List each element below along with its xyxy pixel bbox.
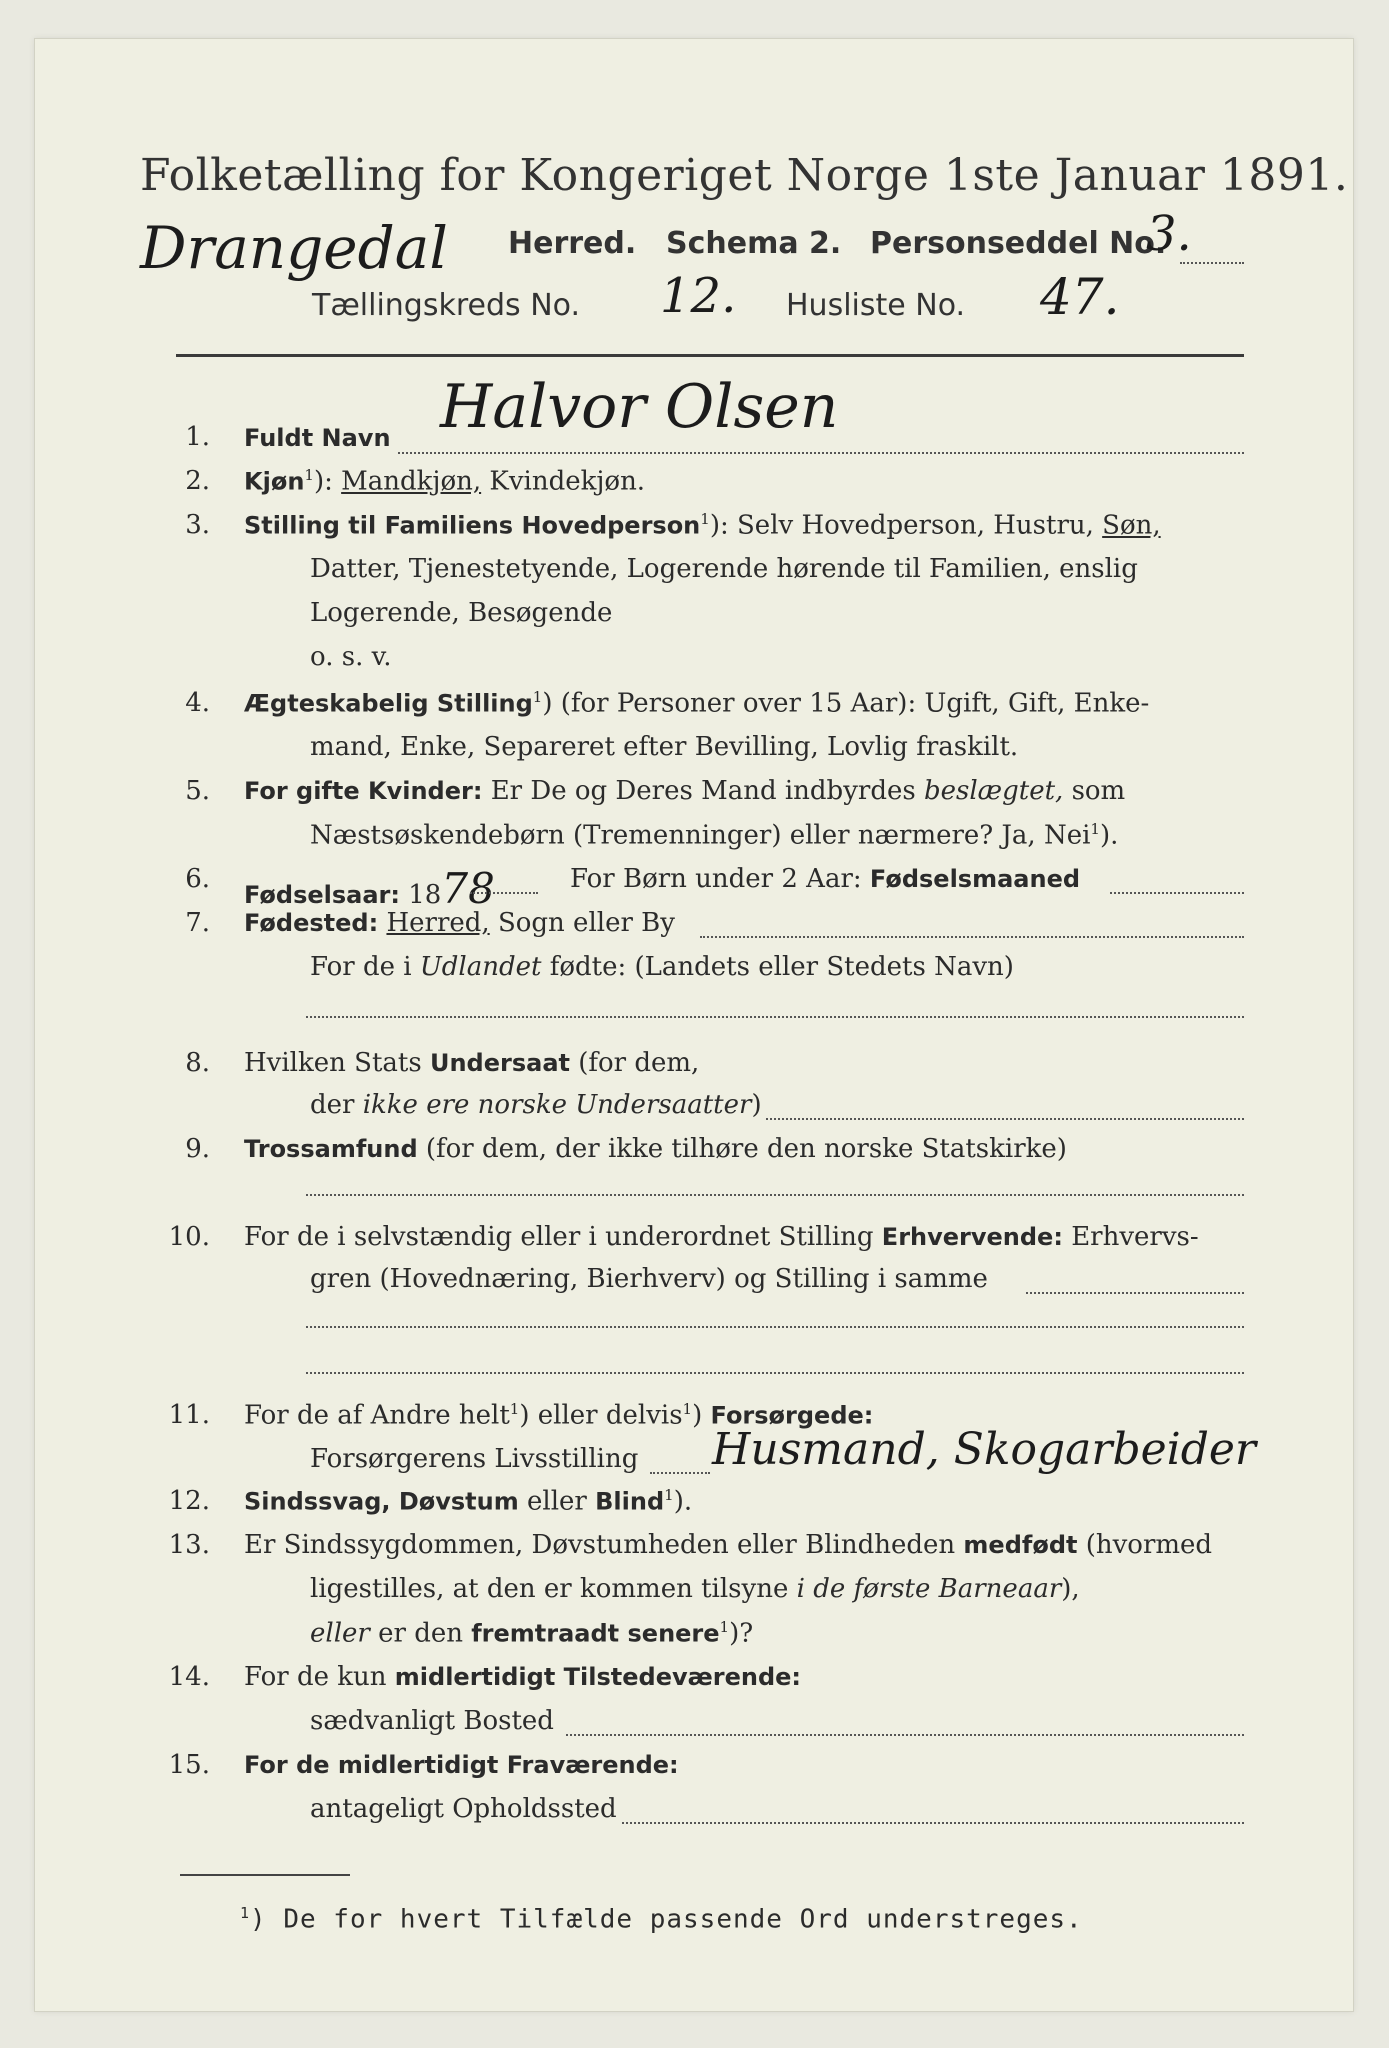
q13-l3-mid: er den xyxy=(378,1618,463,1649)
q14-number: 14. xyxy=(168,1662,210,1692)
q8-line1 xyxy=(244,1048,699,1078)
q5-end: som xyxy=(1071,776,1126,806)
footnote-sup: 1 xyxy=(240,1904,251,1922)
q7-label: Fødested: xyxy=(244,909,379,937)
q1-label: Fuldt Navn xyxy=(244,424,391,452)
q15-line1 xyxy=(244,1750,679,1780)
herred-handwritten: Drangedal xyxy=(140,214,448,282)
q6-year-value: 78 xyxy=(441,864,495,913)
q9-label: Trossamfund xyxy=(244,1135,418,1163)
q4-label: Ægteskabelig Stilling xyxy=(244,689,533,718)
q14-label: midlertidigt Tilstedeværende: xyxy=(394,1663,802,1691)
q11-line2: Forsørgerens Livsstilling xyxy=(310,1444,639,1474)
q6-month-dots xyxy=(1110,892,1244,894)
personseddel-label: Personseddel No. xyxy=(870,226,1167,261)
q6-line xyxy=(244,864,495,913)
q7-l2-end: fødte: (Landets eller Stedets Navn) xyxy=(549,952,1014,982)
q2-number: 2. xyxy=(185,466,210,496)
q13-l3-bold: fremtraadt senere xyxy=(471,1619,720,1648)
q10-dots2 xyxy=(306,1326,1244,1328)
q15-number: 15. xyxy=(168,1750,210,1780)
q3-line3: Logerende, Besøgende xyxy=(310,598,613,628)
q3-line4: o. s. v. xyxy=(310,642,392,672)
q8-pre: Hvilken Stats xyxy=(244,1048,422,1078)
q11-livsstilling-value: Husmand, Skogarbeider xyxy=(712,1424,1256,1475)
q13-pre: Er Sindssygdommen, Døvstumheden eller Blindheden xyxy=(244,1530,956,1560)
census-form-sheet xyxy=(34,38,1354,2012)
q12-mid: eller xyxy=(527,1486,587,1517)
q6-rest: For Børn under 2 Aar: xyxy=(570,864,862,894)
q6-number: 6. xyxy=(185,864,210,894)
q8-line2 xyxy=(310,1090,762,1120)
q4-options: ) (for Personer over 15 Aar): Ugift, Gift, Enke- xyxy=(542,688,1150,719)
q8-rest: (for dem, xyxy=(578,1048,700,1078)
q4-line1 xyxy=(244,688,1149,719)
q4-line2: mand, Enke, Separeret efter Bevilling, Lovlig fraskilt. xyxy=(310,732,1019,762)
header-rule xyxy=(176,354,1244,357)
q8-l2-pre: der xyxy=(310,1090,355,1120)
q2-option-kvindekjon: Kvindekjøn. xyxy=(489,466,646,497)
kreds-label: Tællingskreds No. xyxy=(312,288,580,323)
q10-rest: Erhvervs- xyxy=(1071,1222,1199,1252)
q10-dots3 xyxy=(306,1372,1244,1374)
q10-dots1 xyxy=(1026,1292,1244,1294)
q5-number: 5. xyxy=(185,776,210,806)
q5-label: gifte Kvinder: xyxy=(296,777,483,805)
q15-pre: For de xyxy=(244,1751,330,1779)
q8-label: Undersaat xyxy=(429,1049,570,1077)
q12-end: ). xyxy=(673,1486,693,1517)
q13-rest: (hvormed xyxy=(1085,1530,1213,1560)
husliste-label: Husliste No. xyxy=(786,288,966,323)
q5-line2 xyxy=(310,820,1118,851)
q11-mid2: ) xyxy=(692,1400,703,1431)
personseddel-dots xyxy=(1180,262,1244,264)
q10-label: Erhvervende: xyxy=(881,1223,1063,1251)
q7-number: 7. xyxy=(185,908,210,938)
q8-l2-italic: ikke ere norske Undersaatter xyxy=(362,1090,752,1120)
q1-dots xyxy=(398,452,1244,454)
q5-italic: beslægtet, xyxy=(923,776,1064,806)
schema-label: Schema 2. xyxy=(666,226,842,261)
q13-l2-italic: i de første Barneaar xyxy=(796,1574,1062,1604)
q1-name-value: Halvor Olsen xyxy=(440,372,839,442)
q7-rest: Sogn eller By xyxy=(497,908,675,938)
q5-pre: For xyxy=(244,777,288,805)
q7-l2-pre: For de i xyxy=(310,952,412,982)
q7-option-herred: Herred, xyxy=(386,908,490,938)
q6-year-prefix: 18 xyxy=(408,880,442,910)
q3-number: 3. xyxy=(185,510,210,540)
q9-dots xyxy=(306,1194,1244,1196)
q9-rest: (for dem, der ikke tilhøre den norske Statskirke) xyxy=(425,1134,1067,1164)
q14-line2: sædvanligt Bosted xyxy=(310,1706,554,1736)
q13-l3-sup: 1 xyxy=(719,1618,730,1636)
q13-line2 xyxy=(310,1574,1080,1604)
q1-number: 1. xyxy=(185,422,210,452)
q11-sup: 1 xyxy=(509,1400,520,1418)
herred-label: Herred. xyxy=(508,226,637,261)
q13-number: 13. xyxy=(168,1530,210,1560)
footnote xyxy=(240,1904,1083,1935)
q13-l2-end: ), xyxy=(1061,1574,1080,1604)
q2-label: Kjøn xyxy=(244,467,305,496)
q13-line3 xyxy=(310,1618,753,1649)
q5-line2-text: Næstsøskendebørn (Tremenninger) eller nærmere? Ja, Nei xyxy=(310,820,1091,851)
kreds-value: 12. xyxy=(660,268,737,324)
footnote-text: ) De for hvert Tilfælde passende Ord understreges. xyxy=(250,1904,1083,1935)
footnote-rule xyxy=(180,1874,350,1876)
q5-line2-sup: 1 xyxy=(1090,820,1100,838)
q12-line xyxy=(244,1486,692,1517)
q14-dots xyxy=(566,1734,1244,1736)
q7-line1 xyxy=(244,908,675,938)
q11-number: 11. xyxy=(168,1400,210,1430)
q15-line2: antageligt Opholdssted xyxy=(310,1794,617,1824)
q12-label2: Blind xyxy=(595,1487,665,1516)
q4-sup: 1 xyxy=(532,688,543,706)
q13-label: medfødt xyxy=(963,1531,1078,1559)
q11-sup2: 1 xyxy=(682,1400,693,1418)
q9-line xyxy=(244,1134,1067,1164)
q5-line1 xyxy=(244,776,1125,806)
husliste-value: 47. xyxy=(1040,268,1120,326)
q3-sup: 1 xyxy=(700,510,710,528)
q10-pre: For de i selvstændig eller i underordnet Stilling xyxy=(244,1222,874,1252)
q7-dots1 xyxy=(700,936,1244,938)
q10-number: 10. xyxy=(168,1222,210,1252)
q3-option-son: Søn, xyxy=(1102,510,1161,541)
q3-label: Stilling til Familiens Hovedperson xyxy=(244,511,701,540)
q12-number: 12. xyxy=(168,1486,210,1516)
q6-rest-bold: Fødselsmaaned xyxy=(869,865,1081,893)
q6-rest-line xyxy=(570,864,1080,894)
q15-dots xyxy=(622,1822,1244,1824)
q15-label: midlertidigt Fraværende: xyxy=(337,1751,679,1779)
q12-sup: 1 xyxy=(664,1486,674,1504)
personseddel-value: 3. xyxy=(1146,206,1192,262)
form-title: Folketælling for Kongeriget Norge 1ste Januar 1891. xyxy=(140,150,1349,201)
q13-l3-end: )? xyxy=(729,1618,754,1649)
q2-line xyxy=(244,466,645,497)
q11-label: Forsørgede: xyxy=(710,1401,874,1430)
q5-line2-end: ). xyxy=(1099,820,1119,851)
q4-number: 4. xyxy=(185,688,210,718)
q2-text: ): xyxy=(313,466,333,497)
q3-options: ): Selv Hovedperson, Hustru, xyxy=(709,510,1094,541)
q13-line1 xyxy=(244,1530,1212,1560)
q3-line1 xyxy=(244,510,1161,541)
q8-l2-end: ) xyxy=(751,1090,762,1120)
q5-text: Er De og Deres Mand indbyrdes xyxy=(490,776,916,806)
q7-dots2 xyxy=(306,1016,1244,1018)
q13-l2-pre: ligestilles, at den er kommen tilsyne xyxy=(310,1574,789,1604)
q12-label: Sindssvag, Døvstum xyxy=(244,1487,519,1516)
q11-pre: For de af Andre helt xyxy=(244,1400,510,1431)
q13-l3-italic: eller xyxy=(310,1618,370,1649)
q8-dots xyxy=(766,1118,1244,1120)
q2-sup: 1 xyxy=(304,466,314,484)
q6-label: Fødselsaar: xyxy=(244,881,400,909)
q7-l2-italic: Udlandet xyxy=(419,952,542,982)
q9-number: 9. xyxy=(185,1134,210,1164)
q7-line2 xyxy=(310,952,1014,982)
q10-line1 xyxy=(244,1222,1199,1252)
q10-line2: gren (Hovednæring, Bierhverv) og Stilling i samme xyxy=(310,1264,988,1294)
q11-dots xyxy=(650,1472,710,1474)
q11-mid: ) eller delvis xyxy=(519,1400,683,1431)
q3-line2: Datter, Tjenestetyende, Logerende hørende til Familien, enslig xyxy=(310,554,1138,584)
q14-pre: For de kun xyxy=(244,1662,387,1692)
q2-option-mandkjon: Mandkjøn, xyxy=(341,466,482,497)
q14-line1 xyxy=(244,1662,801,1692)
q8-number: 8. xyxy=(185,1048,210,1078)
q6-year-dots xyxy=(470,892,538,894)
